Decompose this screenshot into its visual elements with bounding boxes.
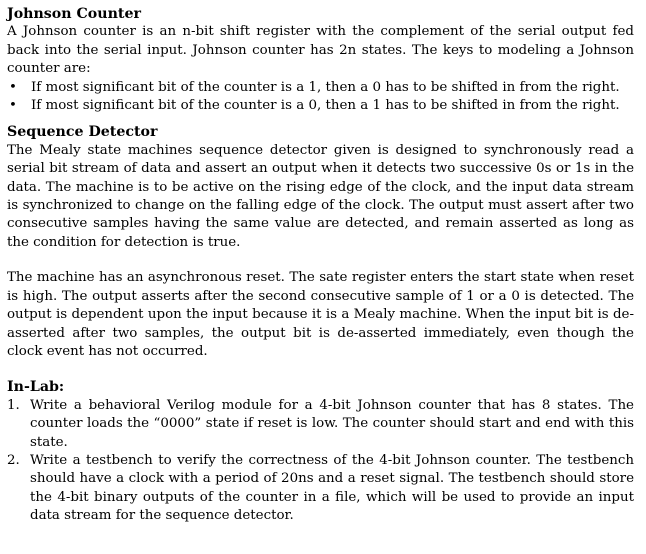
in-lab-task-list: [7, 397, 634, 526]
in-lab-section: [7, 378, 634, 525]
list-item: • If most significant bit of the counter is a 0, then a 1 has to be shifted in from the right.: [7, 97, 634, 115]
sequence-detector-section: [7, 123, 634, 361]
task-text: Write a behavioral Verilog module for a 4-bit Johnson counter that has 8 states. The counter loads the “0000” state if reset is low. The counter should start and end with this state.: [30, 397, 634, 450]
list-item: [7, 452, 634, 526]
task-number: 1.: [7, 397, 20, 413]
johnson-counter-heading: Johnson Counter: [7, 6, 141, 22]
list-item: [7, 397, 634, 452]
in-lab-heading: In-Lab:: [7, 379, 65, 396]
sequence-detector-heading: Sequence Detector: [7, 124, 158, 141]
section-spacer: [7, 115, 634, 123]
paragraph-spacer: [7, 252, 634, 269]
task-number: 2.: [7, 452, 20, 468]
sequence-detector-paragraph-2: The machine has an asynchronous reset. The sate register enters the start state when reset is high. The output asserts after the second consecutive sample of 1 or a 0 is detected. The output is dependent upon the input because it is a Mealy machine. When the input bit is de-asserted after two samples, the output bit is de-asserted immediately, even though the clock event has not occurred.: [7, 270, 634, 359]
johnson-counter-intro: A Johnson counter is an n-bit shift register with the complement of the serial output fed back into the serial input. Johnson counter has 2n states. The keys to modeling a Johnson counter are:: [7, 24, 634, 77]
task-text: Write a testbench to verify the correctness of the 4-bit Johnson counter. The testbench should have a clock with a period of 20ns and a reset signal. The testbench should store the 4-bit binary outputs of the counter in a file, which will be used to provide an input data stream for the sequence detector.: [30, 452, 634, 524]
section-spacer: [7, 361, 634, 378]
sequence-detector-paragraph-1: The Mealy state machines sequence detector given is designed to synchronously read a serial bit stream of data and assert an output when it detects two successive 0s or 1s in the data. The machine is to be active on the rising edge of the clock, and the input data stream is synchronized to change on the falling edge of the clock. The output must assert after two consecutive samples having the same value are detected, and remain asserted as long as the condition for detection is true.: [7, 142, 634, 250]
list-item: • If most significant bit of the counter is a 1, then a 0 has to be shifted in from the right.: [7, 79, 634, 97]
johnson-counter-section: [7, 5, 634, 115]
johnson-counter-rules-list: [7, 79, 634, 116]
